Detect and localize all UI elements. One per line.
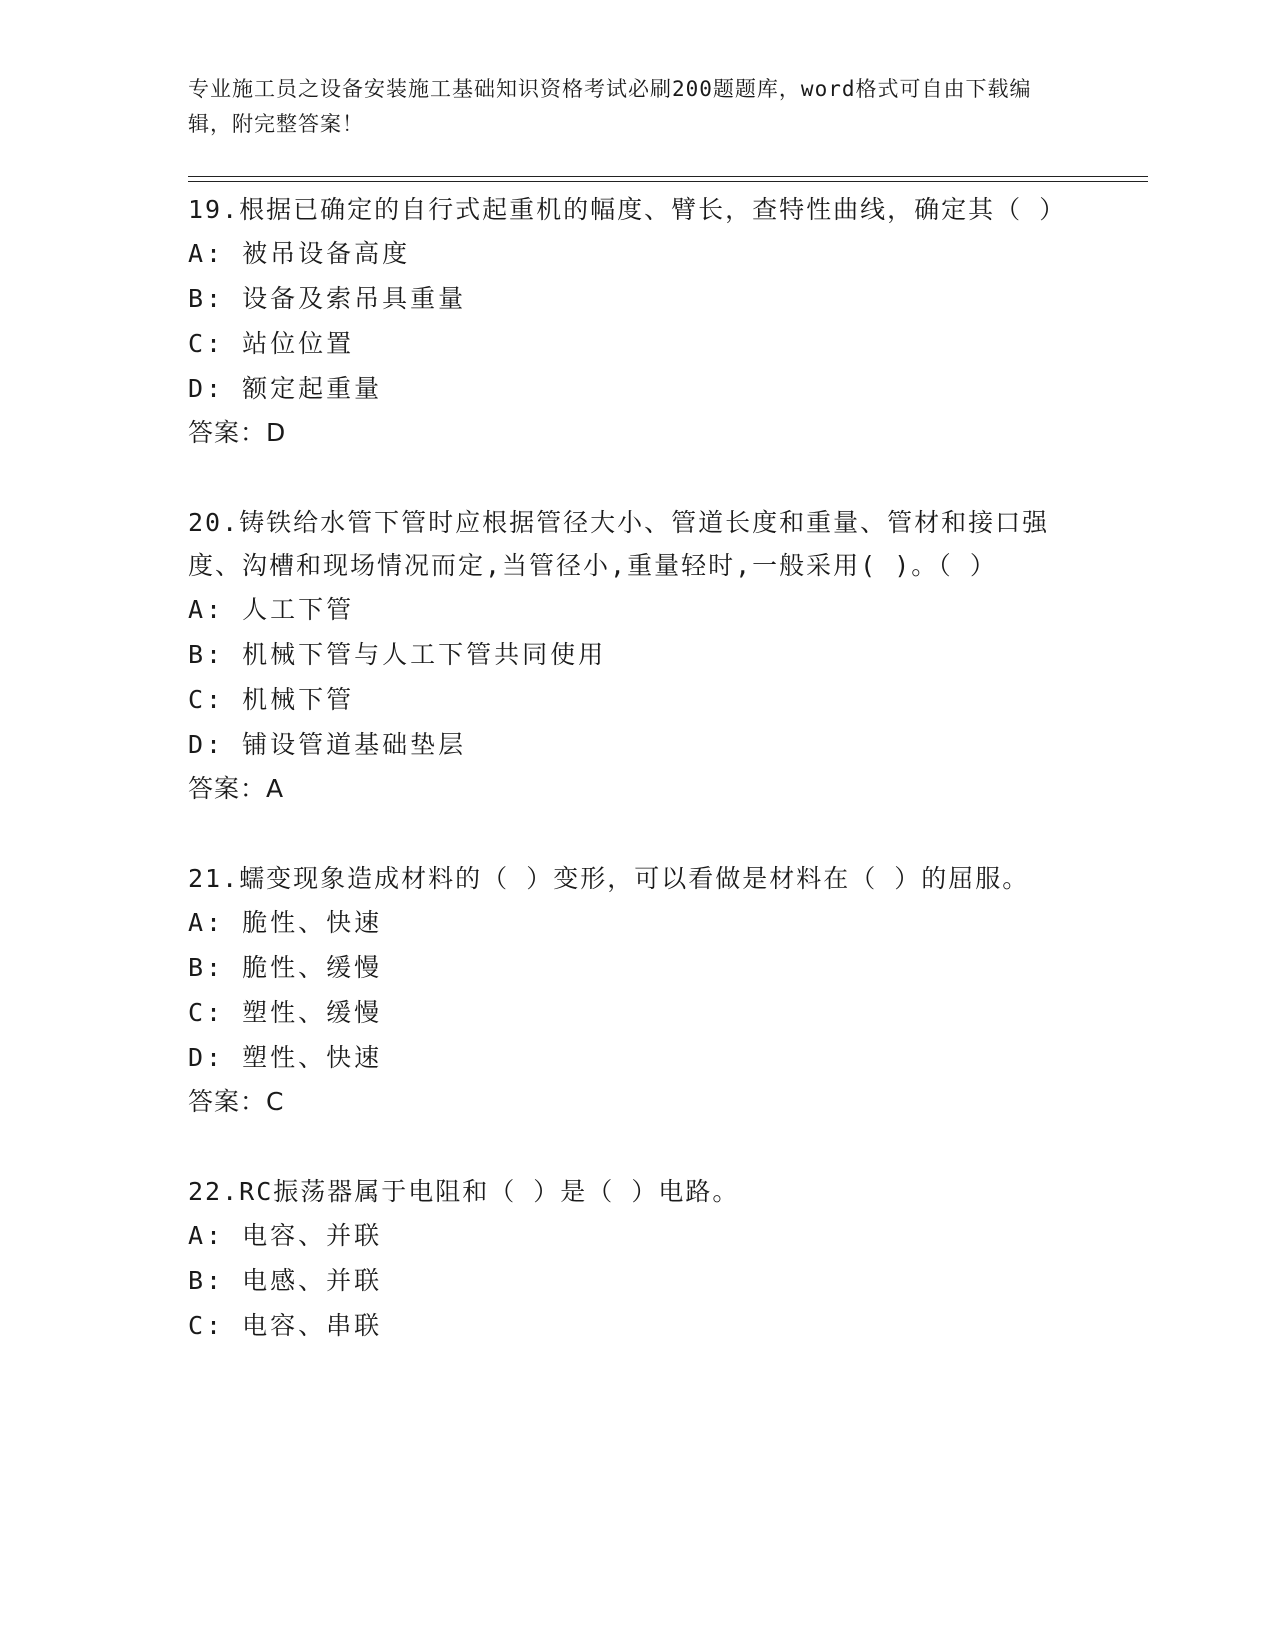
question-21 [188, 857, 1088, 1124]
option-d: D: 铺设管道基础垫层 [188, 730, 467, 759]
option-a: A: 电容、并联 [188, 1221, 383, 1250]
option-b: B: 设备及索吊具重量 [188, 284, 467, 313]
option-a: A: 人工下管 [188, 595, 355, 624]
option-c: C: 站位位置 [188, 329, 355, 358]
question-stem: 20.铸铁给水管下管时应根据管径大小、管道长度和重量、管材和接口强度、沟槽和现场情况而定,当管径小,重量轻时,一般采用( )。（ ） [188, 508, 1050, 580]
option-c: C: 电容、串联 [188, 1311, 383, 1340]
option-d: D: 塑性、快速 [188, 1043, 383, 1072]
question-stem: 19.根据已确定的自行式起重机的幅度、臂长，查特性曲线，确定其（ ） [188, 195, 1067, 224]
option-b: B: 电感、并联 [188, 1266, 383, 1295]
header-divider-top [188, 176, 1148, 177]
question-list [188, 188, 1088, 1394]
document-header: 专业施工员之设备安装施工基础知识资格考试必刷200题题库，word格式可自由下载编辑，附完整答案！ [188, 77, 1032, 136]
question-19 [188, 188, 1088, 455]
option-b: B: 脆性、缓慢 [188, 953, 383, 982]
question-stem: 22.RC振荡器属于电阻和（ ）是（ ）电路。 [188, 1177, 740, 1206]
question-stem: 21.蠕变现象造成材料的（ ）变形，可以看做是材料在（ ）的屈服。 [188, 864, 1030, 893]
option-b: B: 机械下管与人工下管共同使用 [188, 640, 607, 669]
option-d: D: 额定起重量 [188, 374, 383, 403]
option-c: C: 塑性、缓慢 [188, 998, 383, 1027]
option-a: A: 脆性、快速 [188, 908, 383, 937]
option-c: C: 机械下管 [188, 685, 355, 714]
option-a: A: 被吊设备高度 [188, 239, 411, 268]
answer-line: 答案：A [188, 774, 285, 803]
header-divider-bottom [188, 181, 1148, 182]
answer-line: 答案：D [188, 418, 287, 447]
question-22 [188, 1170, 1088, 1348]
question-20 [188, 501, 1088, 811]
answer-line: 答案：C [188, 1087, 285, 1116]
